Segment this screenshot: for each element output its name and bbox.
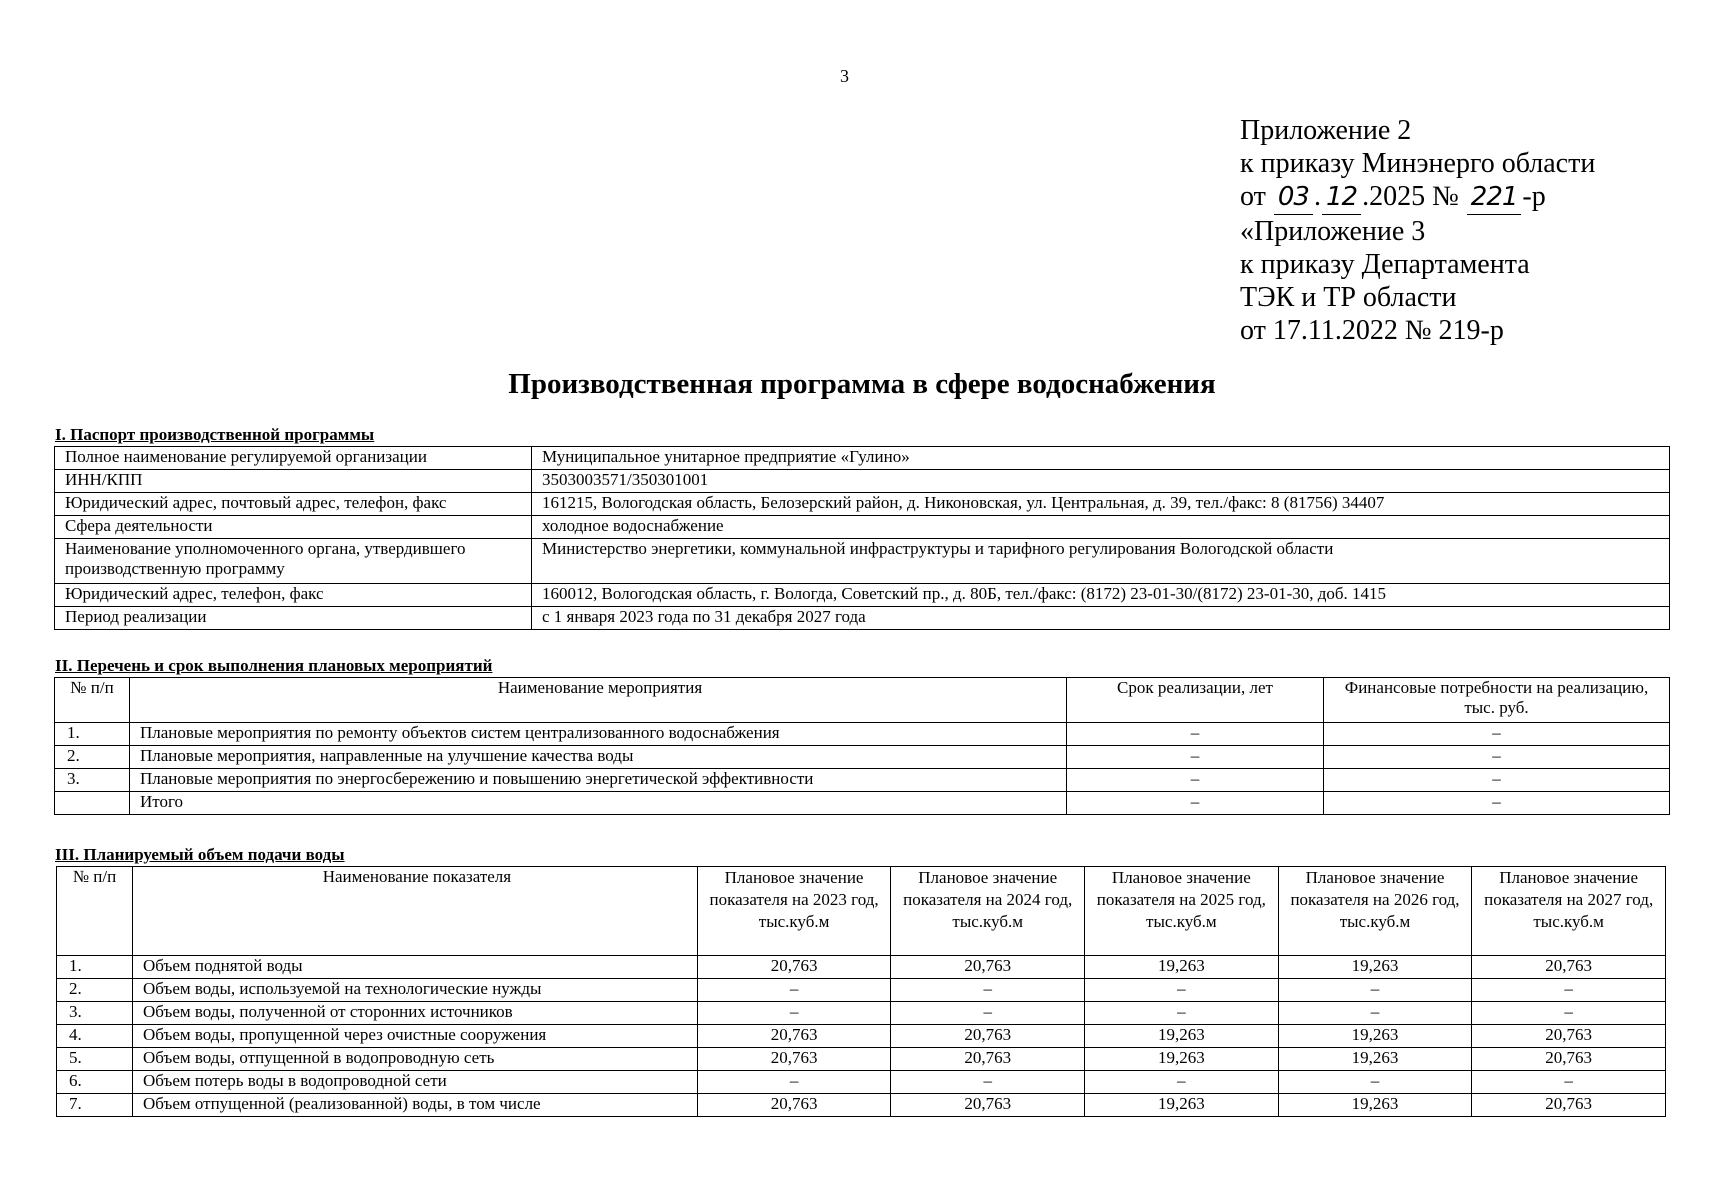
header-num: № п/п	[55, 678, 130, 723]
indicator-name: Объем воды, пропущенной через очистные сооружения	[133, 1025, 698, 1048]
appendix-line: ТЭК и ТР области	[1240, 282, 1457, 313]
indicator-value: –	[891, 979, 1085, 1002]
indicator-value: 20,763	[1472, 1048, 1666, 1071]
indicator-value: 19,263	[1085, 956, 1279, 979]
total-finance: –	[1324, 792, 1670, 815]
page-number: 3	[840, 66, 849, 86]
passport-table	[54, 446, 1670, 630]
header-finance: Финансовые потребности на реализацию, тыс. руб.	[1324, 678, 1670, 723]
year-and-number-label: .2025 №	[1362, 181, 1459, 212]
indicator-value: 19,263	[1278, 956, 1472, 979]
handwritten-day: 03	[1274, 181, 1313, 215]
table-total-row	[55, 792, 1670, 815]
indicator-name: Объем поднятой воды	[133, 956, 698, 979]
section-1-heading: I. Паспорт производственной программы	[55, 425, 375, 444]
row-num: 6.	[57, 1071, 133, 1094]
passport-label: Юридический адрес, телефон, факс	[55, 584, 532, 607]
passport-value: холодное водоснабжение	[532, 516, 1670, 539]
indicator-value: –	[1278, 979, 1472, 1002]
table-header-row	[55, 678, 1670, 723]
date-separator: .	[1313, 181, 1321, 212]
indicator-value: 20,763	[891, 1094, 1085, 1117]
appendix-line: «Приложение 3	[1240, 216, 1426, 247]
indicator-value: –	[697, 1071, 891, 1094]
indicator-value: –	[891, 1002, 1085, 1025]
indicator-value: 19,263	[1085, 1025, 1279, 1048]
row-num: 5.	[57, 1048, 133, 1071]
table-row	[57, 1071, 1666, 1094]
indicator-name: Объем потерь воды в водопроводной сети	[133, 1071, 698, 1094]
passport-value: 161215, Вологодская область, Белозерский район, д. Никоновская, ул. Центральная, д. 39, тел./факс: 8 (81756) 34407	[532, 493, 1670, 516]
header-year-2025: Плановое значение показателя на 2025 год, тыс.куб.м	[1085, 867, 1279, 956]
total-label: Итого	[130, 792, 1067, 815]
table-row	[57, 979, 1666, 1002]
measure-finance: –	[1324, 723, 1670, 746]
header-year-2027: Плановое значение показателя на 2027 год, тыс.куб.м	[1472, 867, 1666, 956]
handwritten-number: 221	[1467, 181, 1522, 215]
table-row	[57, 956, 1666, 979]
header-year-2024: Плановое значение показателя на 2024 год, тыс.куб.м	[891, 867, 1085, 956]
appendix-line: от 17.11.2022 № 219-р	[1240, 315, 1504, 346]
table-row	[57, 1025, 1666, 1048]
indicator-value: –	[1085, 1071, 1279, 1094]
measure-finance: –	[1324, 769, 1670, 792]
measure-name: Плановые мероприятия, направленные на улучшение качества воды	[130, 746, 1067, 769]
total-term: –	[1067, 792, 1324, 815]
passport-value: Муниципальное унитарное предприятие «Гулино»	[532, 447, 1670, 470]
header-indicator-name: Наименование показателя	[133, 867, 698, 956]
indicator-value: –	[1278, 1071, 1472, 1094]
table-row	[57, 1094, 1666, 1117]
indicator-value: –	[1085, 979, 1279, 1002]
indicator-name: Объем воды, полученной от сторонних источников	[133, 1002, 698, 1025]
indicator-value: 20,763	[1472, 1025, 1666, 1048]
section-2-heading: II. Перечень и срок выполнения плановых мероприятий	[55, 656, 493, 675]
passport-label: Период реализации	[55, 607, 532, 630]
indicator-name: Объем отпущенной (реализованной) воды, в том числе	[133, 1094, 698, 1117]
passport-label: Юридический адрес, почтовый адрес, телефон, факс	[55, 493, 532, 516]
measure-term: –	[1067, 746, 1324, 769]
table-row	[55, 493, 1670, 516]
indicator-value: 19,263	[1278, 1025, 1472, 1048]
document-title: Производственная программа в сфере водоснабжения	[508, 368, 1216, 400]
indicator-value: 20,763	[1472, 956, 1666, 979]
passport-value: Министерство энергетики, коммунальной инфраструктуры и тарифного регулирования Вологодской области	[532, 539, 1670, 584]
handwritten-month: 12	[1322, 181, 1361, 215]
table-row	[55, 746, 1670, 769]
table-row	[57, 1048, 1666, 1071]
table-row	[55, 516, 1670, 539]
header-year-2026: Плановое значение показателя на 2026 год, тыс.куб.м	[1278, 867, 1472, 956]
indicator-value: 19,263	[1085, 1094, 1279, 1117]
measure-name: Плановые мероприятия по энергосбережению и повышению энергетической эффективности	[130, 769, 1067, 792]
appendix-line: к приказу Минэнерго области	[1240, 148, 1596, 179]
indicator-value: 20,763	[1472, 1094, 1666, 1117]
indicator-value: 20,763	[697, 956, 891, 979]
measure-term: –	[1067, 723, 1324, 746]
indicator-value: 19,263	[1278, 1048, 1472, 1071]
table-row	[55, 447, 1670, 470]
table-row	[55, 769, 1670, 792]
row-num: 2.	[55, 746, 130, 769]
indicator-name: Объем воды, используемой на технологические нужды	[133, 979, 698, 1002]
indicator-value: 20,763	[697, 1025, 891, 1048]
table-row	[55, 723, 1670, 746]
row-num	[55, 792, 130, 815]
passport-value: 3503003571/350301001	[532, 470, 1670, 493]
indicator-value: –	[1472, 1002, 1666, 1025]
header-measure-name: Наименование мероприятия	[130, 678, 1067, 723]
indicator-value: 20,763	[891, 1048, 1085, 1071]
measure-term: –	[1067, 769, 1324, 792]
water-volume-table	[56, 866, 1666, 1117]
number-suffix: -р	[1522, 181, 1546, 212]
section-3-heading: III. Планируемый объем подачи воды	[55, 845, 345, 864]
row-num: 7.	[57, 1094, 133, 1117]
indicator-value: –	[1085, 1002, 1279, 1025]
row-num: 4.	[57, 1025, 133, 1048]
passport-value: с 1 января 2023 года по 31 декабря 2027 года	[532, 607, 1670, 630]
measure-finance: –	[1324, 746, 1670, 769]
appendix-line: к приказу Департамента	[1240, 249, 1530, 280]
appendix-from-label: от	[1240, 181, 1266, 212]
passport-label: Полное наименование регулируемой организации	[55, 447, 532, 470]
indicator-value: 20,763	[697, 1094, 891, 1117]
indicator-name: Объем воды, отпущенной в водопроводную сеть	[133, 1048, 698, 1071]
header-term: Срок реализации, лет	[1067, 678, 1324, 723]
indicator-value: 20,763	[891, 956, 1085, 979]
appendix-block	[1240, 114, 1595, 347]
table-row	[57, 1002, 1666, 1025]
table-header-row	[57, 867, 1666, 956]
table-row	[55, 539, 1670, 584]
row-num: 3.	[57, 1002, 133, 1025]
indicator-value: –	[1472, 979, 1666, 1002]
measure-name: Плановые мероприятия по ремонту объектов систем централизованного водоснабжения	[130, 723, 1067, 746]
passport-label: Наименование уполномоченного органа, утвердившего производственную программу	[55, 539, 532, 584]
indicator-value: 20,763	[697, 1048, 891, 1071]
row-num: 2.	[57, 979, 133, 1002]
indicator-value: 19,263	[1278, 1094, 1472, 1117]
indicator-value: –	[697, 1002, 891, 1025]
water-volume-rows	[57, 956, 1666, 1117]
table-row	[55, 607, 1670, 630]
row-num: 1.	[55, 723, 130, 746]
passport-label: Сфера деятельности	[55, 516, 532, 539]
measures-table	[54, 677, 1670, 815]
appendix-line: Приложение 2	[1240, 115, 1412, 146]
table-row	[55, 584, 1670, 607]
indicator-value: –	[697, 979, 891, 1002]
indicator-value: –	[1472, 1071, 1666, 1094]
appendix-date-line	[1240, 180, 1595, 215]
indicator-value: 20,763	[891, 1025, 1085, 1048]
indicator-value: –	[891, 1071, 1085, 1094]
header-num: № п/п	[57, 867, 133, 956]
passport-value: 160012, Вологодская область, г. Вологда, Советский пр., д. 80Б, тел./факс: (8172) 23-01-30/(8172) 23-01-30, доб. 1415	[532, 584, 1670, 607]
indicator-value: 19,263	[1085, 1048, 1279, 1071]
passport-label: ИНН/КПП	[55, 470, 532, 493]
indicator-value: –	[1278, 1002, 1472, 1025]
table-row	[55, 470, 1670, 493]
row-num: 3.	[55, 769, 130, 792]
header-year-2023: Плановое значение показателя на 2023 год, тыс.куб.м	[697, 867, 891, 956]
row-num: 1.	[57, 956, 133, 979]
